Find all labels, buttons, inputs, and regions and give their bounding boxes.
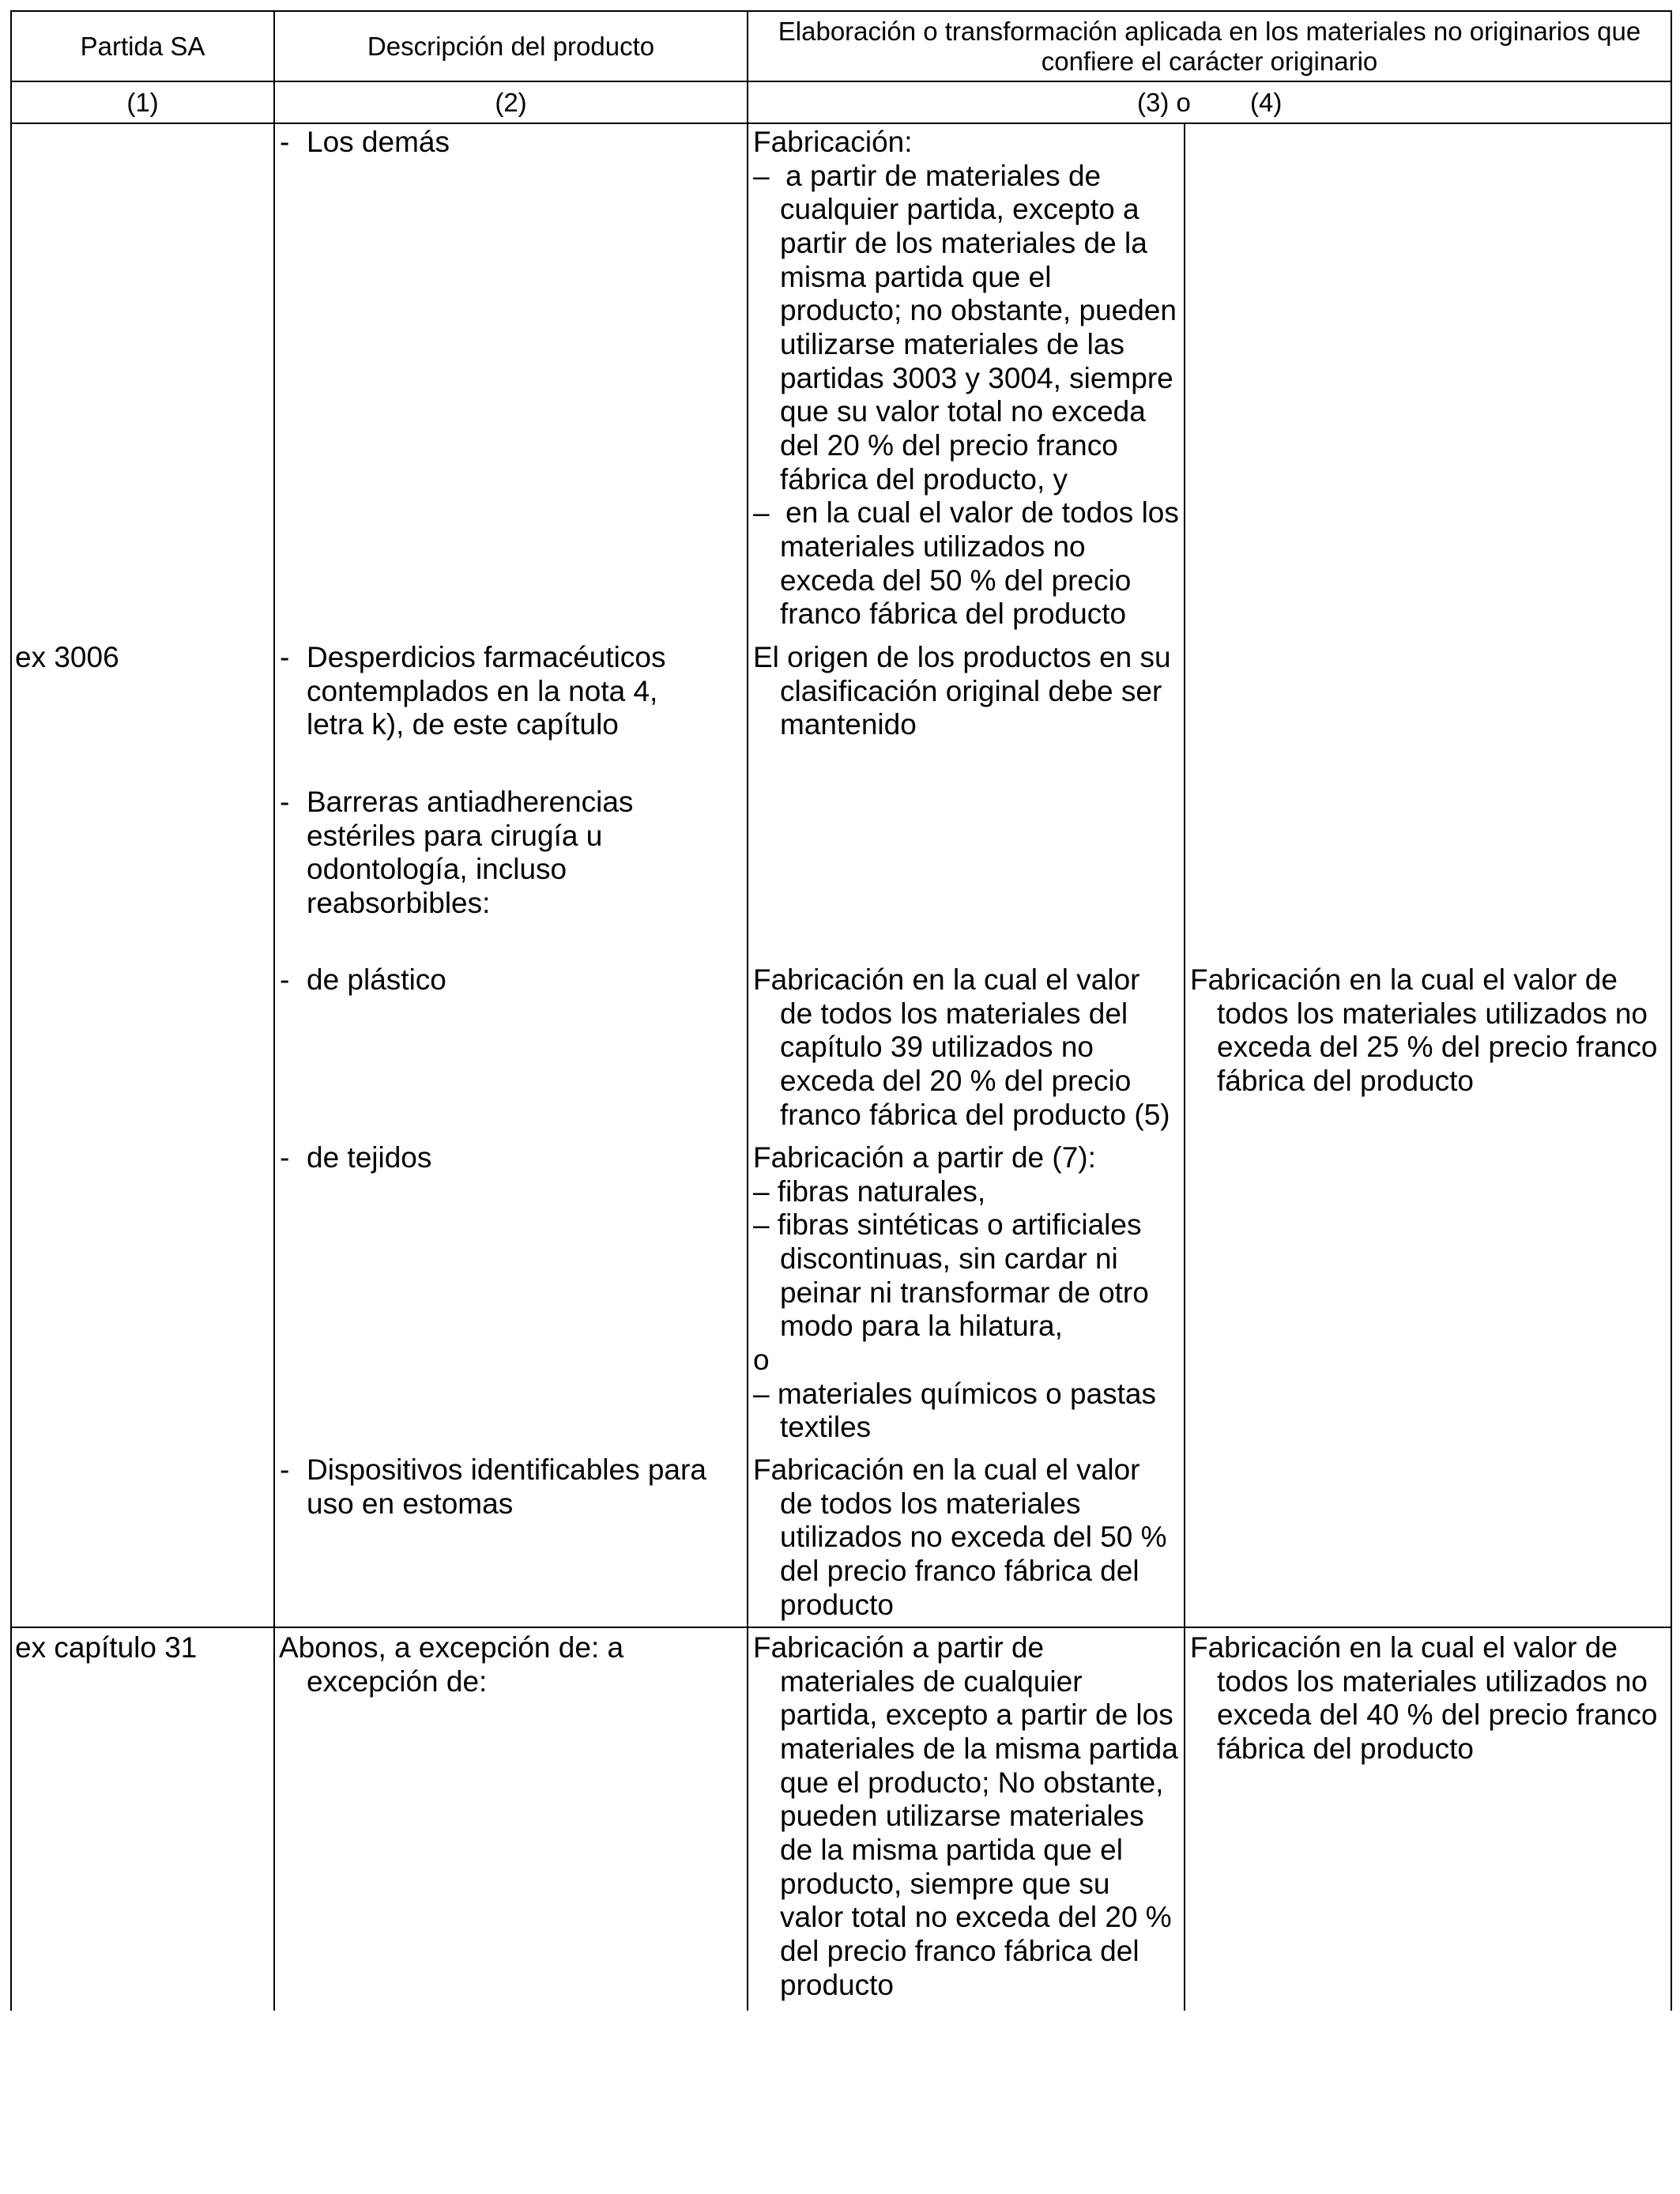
column-3-divider [1184,123,1185,2011]
description-text: Dispositivos identificables para uso en estomas [307,1453,706,1520]
description-dash: - [280,1141,290,1174]
column-numbers-bottom-rule [10,123,1672,124]
rule-3-paragraph: Fabricación a partir de (7): [753,1141,1096,1174]
header-cell-partida [12,12,273,81]
header-cell-descripcion [275,12,747,81]
rule-3-paragraph: Fabricación en la cual el valor de todos los materiales utilizados no exceda del 50 % del precio franco fábrica del producto [753,1453,1167,1621]
description-text: Los demás [307,126,450,158]
rule-3-paragraph: Fabricación: [753,126,913,158]
rule-3-paragraph: – fibras sintéticas o artificiales discontinuas, sin cardar ni peinar ni transformar de otro modo para la hilatura, [753,1208,1149,1343]
description-cell [280,1141,431,1175]
description-text: de plástico [307,963,446,996]
description-text: Barreras antiadherencias estériles para cirugía u odontología, incluso reabsorbibles: [307,786,634,919]
description-dash: - [280,641,290,673]
rule-column-3-cell [753,1453,1184,1622]
rule-column-3-cell [753,963,1184,1132]
rule-column-3-cell [753,1141,1184,1445]
description-dash: - [280,126,290,158]
rule-3-paragraph: Fabricación a partir de materiales de cualquier partida, excepto a partir de los materiales de la misma partida que el producto; No obstante, pueden utilizarse materiales de la misma partida que el producto, siempre que su valor total no exceda del 20 % del precio franco fábrica del producto [753,1631,1178,2001]
rule-column-4-cell [1190,1631,1664,1766]
rule-column-4-cell [1190,963,1664,1099]
description-cell [280,126,450,160]
column-number-2: (2) [495,88,527,117]
header-cell-elaboracion [748,12,1671,81]
rule-3-paragraph: El origen de los productos en su clasificación original debe ser mantenido [753,641,1171,741]
description-text: de tejidos [307,1141,432,1174]
partida-code: ex 3006 [15,641,119,673]
rule-4-paragraph: Fabricación en la cual el valor de todos los materiales utilizados no exceda del 25 % del precio franco fábrica del producto [1190,963,1658,1097]
column-1-divider [273,10,275,2011]
column-number-1: (1) [126,88,159,117]
rule-column-3-cell [753,126,1184,631]
description-text: Abonos, a excepción de: a excepción de: [279,1631,624,1698]
rule-3-paragraph: – fibras naturales, [753,1174,986,1208]
description-dash: - [280,963,290,996]
description-dash: - [280,786,290,818]
rule-3-paragraph: – materiales químicos o pastas textiles [753,1377,1157,1444]
column-2-divider [747,10,748,2011]
description-cell [280,963,446,997]
rule-3-paragraph: – a partir de materiales de cualquier partida, excepto a partir de los materiales de la misma partida que el producto; no obstante, pueden utilizarse materiales de las partidas 3003 y 3004, siempre que su valor total no exceda del 20 % del precio franco fábrica del producto, y [753,159,1177,496]
header-partida-label: Partida SA [80,31,205,61]
description-cell [280,786,633,921]
header-descripcion-label: Descripción del producto [367,31,655,61]
table-left-border [10,10,12,2011]
partida-code: ex capítulo 31 [15,1631,198,1664]
column-number-4: (4) [1250,88,1283,117]
description-dash: - [280,1453,290,1486]
description-cell [280,641,665,742]
header-elaboracion-label: Elaboración o transformación aplicada en los materiales no originarios que confiere el carácter originario [778,16,1641,76]
rule-3-paragraph: – en la cual el valor de todos los materiales utilizados no exceda del 50 % del precio franco fábrica del producto [753,496,1179,631]
description-cell [280,1453,706,1521]
rule-3-paragraph: Fabricación en la cual el valor de todos los materiales del capítulo 39 utilizados no exceda del 20 % del precio franco fábrica del producto (5) [753,963,1170,1131]
row-separator-rule [10,1627,1672,1628]
description-text: Desperdicios farmacéuticos contemplados en la nota 4, letra k), de este capítulo [307,641,666,741]
rule-3-paragraph: o [753,1343,770,1376]
column-number-3: (3) o [1137,88,1191,117]
table-right-border [1671,10,1672,2011]
rule-column-3-cell [753,1631,1184,2002]
rule-4-paragraph: Fabricación en la cual el valor de todos los materiales utilizados no exceda del 40 % del precio franco fábrica del producto [1190,1631,1658,1765]
rule-column-3-cell [753,641,1184,742]
